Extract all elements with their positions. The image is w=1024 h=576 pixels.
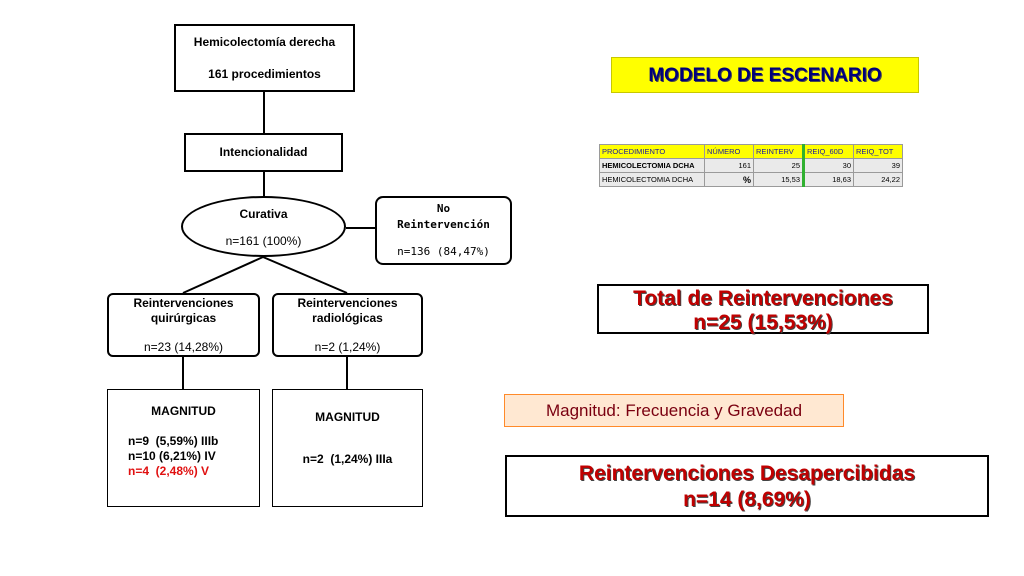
- mag1-title: MAGNITUD: [151, 404, 216, 418]
- root-count: 161 procedimientos: [208, 67, 321, 81]
- root-title: Hemicolectomía derecha: [193, 35, 336, 49]
- cell: HEMICOLECTOMIA DCHA: [600, 173, 705, 187]
- magnitud-label-box: Magnitud: Frecuencia y Gravedad: [504, 394, 844, 427]
- curativa-n: n=161 (100%): [225, 234, 302, 248]
- node-reint-radiologicas: [272, 293, 423, 357]
- mag2-title: MAGNITUD: [315, 410, 380, 424]
- quir-line2: quirúrgicas: [150, 311, 217, 325]
- mag1-item-v: n=4 (2,48%) V: [128, 464, 210, 478]
- th-reinterv: REINTERV: [754, 145, 804, 159]
- node-magnitud-quirurgicas: [107, 389, 260, 507]
- cell: HEMICOLECTOMIA DCHA: [600, 159, 705, 173]
- desap-line2: n=14 (8,69%): [683, 488, 811, 511]
- radio-line2: radiológicas: [312, 311, 383, 325]
- data-table: [599, 144, 903, 187]
- radio-n: n=2 (1,24%): [314, 340, 381, 354]
- table-row: [600, 159, 903, 173]
- cell: 39: [854, 159, 903, 173]
- connector-radio-magnitud: [346, 357, 348, 389]
- curativa-label: Curativa: [239, 207, 288, 221]
- cell: 25: [754, 159, 804, 173]
- mag2-item-iiia: n=2 (1,24%) IIIa: [302, 452, 393, 466]
- connector-quir-magnitud: [182, 357, 184, 389]
- node-no-reintervencion: [375, 196, 512, 265]
- node-root: [174, 24, 355, 92]
- cell: %: [705, 173, 754, 187]
- cell: 18,63: [804, 173, 854, 187]
- radio-line1: Reintervenciones: [297, 296, 398, 310]
- th-reiq-tot: REIQ_TOT: [854, 145, 903, 159]
- noreint-line1: No: [436, 202, 451, 215]
- mag1-item-iv: n=10 (6,21%) IV: [128, 449, 216, 463]
- total-reintervenciones-box: [597, 284, 929, 334]
- mag1-item-iiib: n=9 (5,59%) IIIb: [128, 434, 219, 448]
- cell: 30: [804, 159, 854, 173]
- th-procedimiento: PROCEDIMIENTO: [600, 145, 705, 159]
- intent-label: Intencionalidad: [219, 145, 308, 159]
- cell: 15,53: [754, 173, 804, 187]
- desap-line1: Reintervenciones Desapercibidas: [578, 462, 916, 485]
- node-magnitud-radiologicas: [272, 389, 423, 507]
- quir-n: n=23 (14,28%): [143, 340, 224, 354]
- quir-line1: Reintervenciones: [133, 296, 234, 310]
- node-intencionalidad: [184, 133, 343, 172]
- th-reiq-60d: REIQ_60D: [804, 145, 854, 159]
- reint-desapercibidas-box: [505, 455, 989, 517]
- cell: 24,22: [854, 173, 903, 187]
- node-curativa: [181, 196, 346, 257]
- table-header-row: [600, 145, 903, 159]
- noreint-n: n=136 (84,47%): [397, 245, 490, 258]
- cell: 161: [705, 159, 754, 173]
- table-row: [600, 173, 903, 187]
- total-line2: n=25 (15,53%): [693, 311, 833, 334]
- th-numero: NÚMERO: [705, 145, 754, 159]
- scenario-title: MODELO DE ESCENARIO: [611, 57, 919, 93]
- noreint-line2: Reintervención: [397, 218, 490, 231]
- total-line1: Total de Reintervenciones: [633, 287, 893, 310]
- node-reint-quirurgicas: [107, 293, 260, 357]
